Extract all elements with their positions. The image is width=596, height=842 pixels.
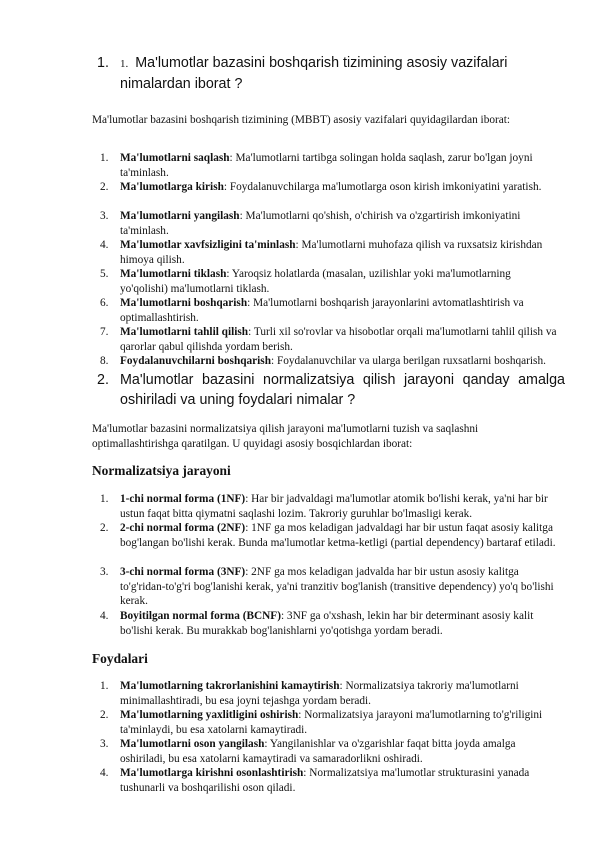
list-item: 4. Ma'lumotlar xavfsizligini ta'minlash: Ma'lumotlarni muhofaza qilish va ruxsatsiz kirishdan himoya qilish. [100, 239, 543, 266]
list-item: 2. 2-chi normal forma (2NF): 1NF ga mos keladigan jadvaldagi har bir ustun faqat asosiy kalitga bog'langan bo'lishi kerak. Bunda ma'lumotlar ketma-ketligi (partial dependency) bartaraf etiladi. [100, 522, 556, 549]
list-item: 1. 1-chi normal forma (1NF): Har bir jadvaldagi ma'lumotlar atomik bo'lishi kerak, ya'ni har bir ustun faqat bitta qiymatni saqlashi lozim. Takroriy guruhlar bo'lmasligi kerak. [100, 493, 548, 520]
list-item: 4. Ma'lumotlarga kirishni osonlashtirish: Normalizatsiya ma'lumotlar strukturasini yanada tushunarli va boshqarilishi oson qiladi. [100, 767, 530, 794]
list-item: 7. Ma'lumotlarni tahlil qilish: Turli xil so'rovlar va hisobotlar orqali ma'lumotlarni tahlil qilish va qarorlar qabul qilishda yordam berish. [100, 326, 557, 353]
normalization-heading: Normalizatsiya jarayoni [92, 463, 231, 478]
list-item: 4. Boyitilgan normal forma (BCNF): 3NF ga o'xshash, lekin har bir determinant asosiy kalit bo'lishi kerak. Bu murakkab bog'lanishlarni yo'qotishga yordam beradi. [100, 610, 534, 637]
list-item: 1. Ma'lumotlarning takrorlanishini kamaytirish: Normalizatsiya takroriy ma'lumotlarni minimallashtiradi, bu esa joyni tejashga yordam beradi. [100, 680, 519, 707]
benefits-list [100, 679, 560, 795]
question-1-text: Ma'lumotlar bazasini boshqarish tizimining asosiy vazifalari nimalardan iborat ? [120, 55, 508, 92]
question-2-number: 2. [97, 372, 109, 388]
question-2-heading [97, 370, 565, 410]
benefits-heading: Foydalari [92, 651, 148, 666]
question-1-number: 1. [97, 55, 109, 71]
list-item: 1. Ma'lumotlarni saqlash: Ma'lumotlarni tartibga solingan holda saqlash, zarur bo'lgan joyni ta'minlash. [100, 152, 533, 179]
normal-forms-list [100, 492, 560, 638]
list-item: 3. 3-chi normal forma (3NF): 2NF ga mos keladigan jadvalda har bir ustun asosiy kalitga to'g'ridan-to'g'ri bog'lanishi kerak, ya'ni tranzitiv bog'lanish (transitive dependency) yo'q bo'lishi kerak. [100, 566, 554, 607]
list-item: 2. Ma'lumotlarning yaxlitligini oshirish: Normalizatsiya jarayoni ma'lumotlarning to'g'riligini ta'minlaydi, bu esa xatolarni kamaytiradi. [100, 709, 543, 736]
list-item: 5. Ma'lumotlarni tiklash: Yaroqsiz holatlarda (masalan, uzilishlar yoki ma'lumotlarning yo'qolishi) ma'lumotlarni tiklash. [100, 268, 511, 295]
functions-list [100, 151, 560, 383]
question-1-inner-number: 1. [120, 58, 129, 70]
question-2-text: Ma'lumotlar bazasini normalizatsiya qilish jarayoni qanday amalga oshiriladi va uning foydalari nimalar ? [120, 372, 565, 408]
list-item: 2. Ma'lumotlarga kirish: Foydalanuvchilarga ma'lumotlarga oson kirish imkoniyatini yaratish. [100, 181, 542, 193]
intro-paragraph-1: Ma'lumotlar bazasini boshqarish tizimining (MBBT) asosiy vazifalari quyidagilardan iborat: [92, 114, 511, 126]
list-item: 3. Ma'lumotlarni oson yangilash: Yangilanishlar va o'zgarishlar faqat bitta joyda amalga oshiriladi, bu esa xatolarni kamaytiradi va samaradorlikni oshiradi. [100, 738, 516, 765]
list-item: 8. Foydalanuvchilarni boshqarish: Foydalanuvchilar va ularga berilgan ruxsatlarni boshqarish. [100, 355, 546, 367]
intro-paragraph-2: Ma'lumotlar bazasini normalizatsiya qilish jarayoni ma'lumotlarni tuzish va saqlashni optimallashtirishga qaratilgan. U quyidagi asosiy bosqichlardan iborat: [92, 423, 479, 450]
question-1-heading [97, 53, 565, 94]
list-item: 6. Ma'lumotlarni boshqarish: Ma'lumotlarni boshqarish jarayonlarini avtomatlashtirish va optimallashtirish. [100, 297, 524, 324]
list-item: 3. Ma'lumotlarni yangilash: Ma'lumotlarni qo'shish, o'chirish va o'zgartirish imkoniyatini ta'minlash. [100, 210, 521, 237]
